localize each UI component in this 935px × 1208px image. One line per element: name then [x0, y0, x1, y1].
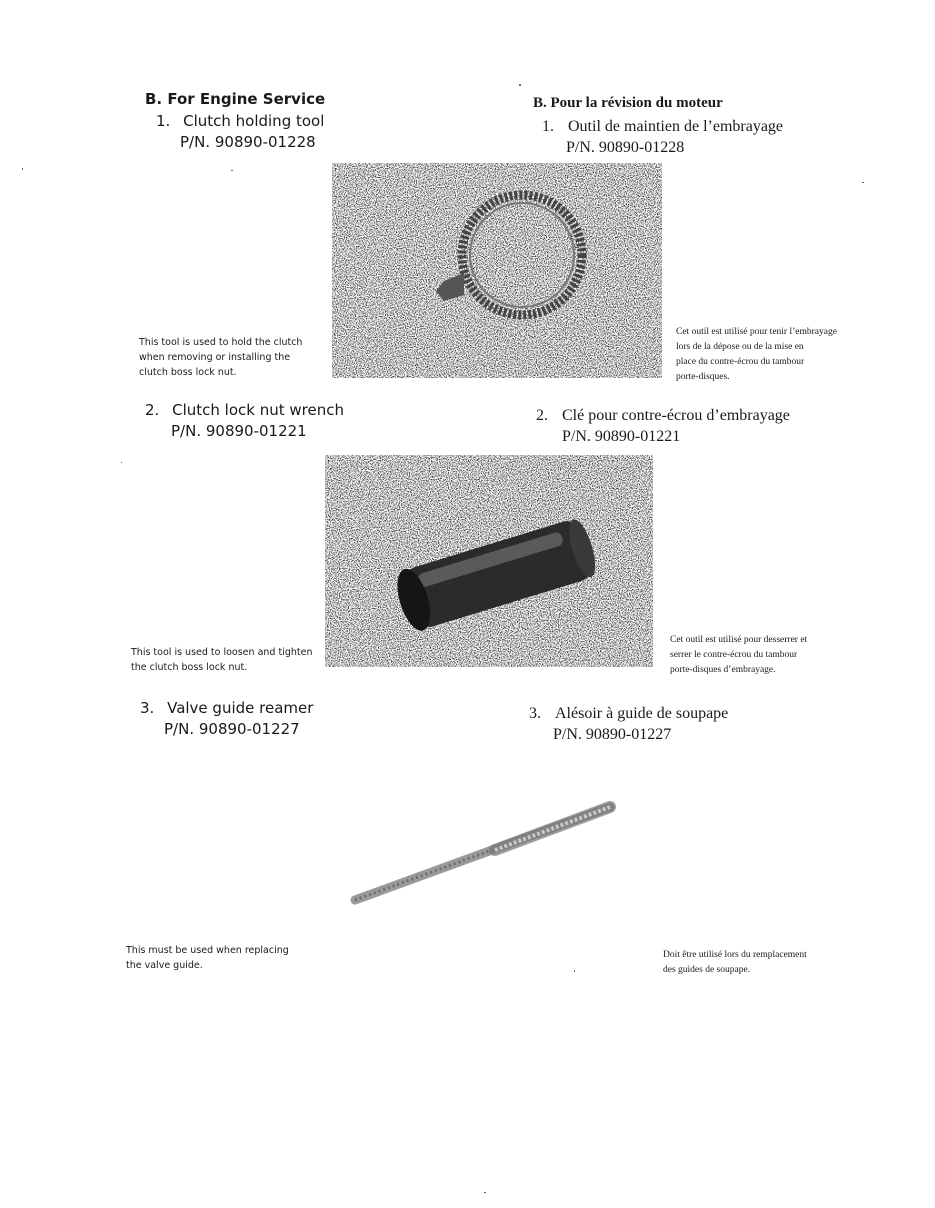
tool-3-note-en	[126, 943, 326, 973]
note-line: place du contre-écrou du tambour	[676, 357, 805, 367]
scan-speck	[22, 168, 23, 170]
note-line: the clutch boss lock nut.	[131, 662, 248, 673]
clutch-holding-tool-photo	[332, 163, 662, 378]
note-line: Cet outil est utilisé pour desserrer et	[670, 635, 808, 645]
scan-speck	[484, 1192, 486, 1193]
note-line: serrer le contre-écrou du tambour	[670, 650, 798, 660]
tool-number: 3.	[140, 699, 155, 717]
tool-3-fr	[529, 703, 728, 745]
tool-1-fr	[542, 116, 783, 158]
tool-3-note-fr	[663, 948, 893, 978]
scan-speck	[121, 462, 122, 463]
tool-name: Clé pour contre-écrou d’embrayage	[562, 407, 790, 424]
scan-speck	[574, 970, 575, 972]
note-line: porte-disques.	[676, 372, 730, 382]
tool-name: Clutch lock nut wrench	[172, 401, 344, 419]
part-number: P/N. 90890-01228	[566, 139, 685, 156]
note-line: lors de la dépose ou de la mise en	[676, 342, 804, 352]
tool-number: 2.	[145, 401, 160, 419]
tool-2-note-fr	[670, 633, 900, 678]
note-line: when removing or installing the	[139, 352, 291, 363]
scan-speck	[519, 84, 521, 86]
tool-number: 2.	[536, 407, 548, 424]
clutch-lock-nut-wrench-photo	[325, 455, 653, 667]
section-heading-fr: B. Pour la révision du moteur	[533, 95, 723, 111]
tool-1-note-fr	[676, 325, 906, 385]
note-line: porte-disques d’embrayage.	[670, 665, 776, 675]
reamer-icon	[355, 807, 610, 900]
scan-speck	[862, 182, 864, 183]
valve-guide-reamer-photo	[345, 795, 620, 915]
part-number: P/N. 90890-01228	[180, 133, 316, 151]
part-number: P/N. 90890-01221	[562, 428, 681, 445]
part-number: P/N. 90890-01227	[553, 726, 672, 743]
tool-name: Clutch holding tool	[183, 112, 325, 130]
tool-name: Outil de maintien de l’embrayage	[568, 118, 784, 135]
tool-number: 1.	[542, 118, 554, 135]
scan-speck	[231, 170, 233, 171]
part-number: P/N. 90890-01221	[171, 422, 307, 440]
note-line: clutch boss lock nut.	[139, 367, 237, 378]
note-line: This must be used when replacing	[126, 945, 289, 956]
tool-name: Alésoir à guide de soupape	[555, 705, 729, 722]
note-line: This tool is used to loosen and tighten	[131, 647, 313, 658]
tool-1-note-en	[139, 335, 339, 380]
note-line: Cet outil est utilisé pour tenir l’embrayage	[676, 327, 837, 337]
tool-1-en	[156, 111, 324, 153]
tool-name: Valve guide reamer	[167, 699, 314, 717]
tool-3-en	[140, 698, 313, 740]
note-line: This tool is used to hold the clutch	[139, 337, 303, 348]
note-line: the valve guide.	[126, 960, 203, 971]
tool-2-note-en	[131, 645, 331, 675]
tool-number: 3.	[529, 705, 541, 722]
tool-2-en	[145, 400, 344, 442]
tool-number: 1.	[156, 112, 171, 130]
note-line: des guides de soupape.	[663, 965, 751, 975]
tool-2-fr	[536, 405, 790, 447]
section-heading-en: B. For Engine Service	[145, 90, 326, 108]
part-number: P/N. 90890-01227	[164, 720, 300, 738]
note-line: Doit être utilisé lors du remplacement	[663, 950, 807, 960]
